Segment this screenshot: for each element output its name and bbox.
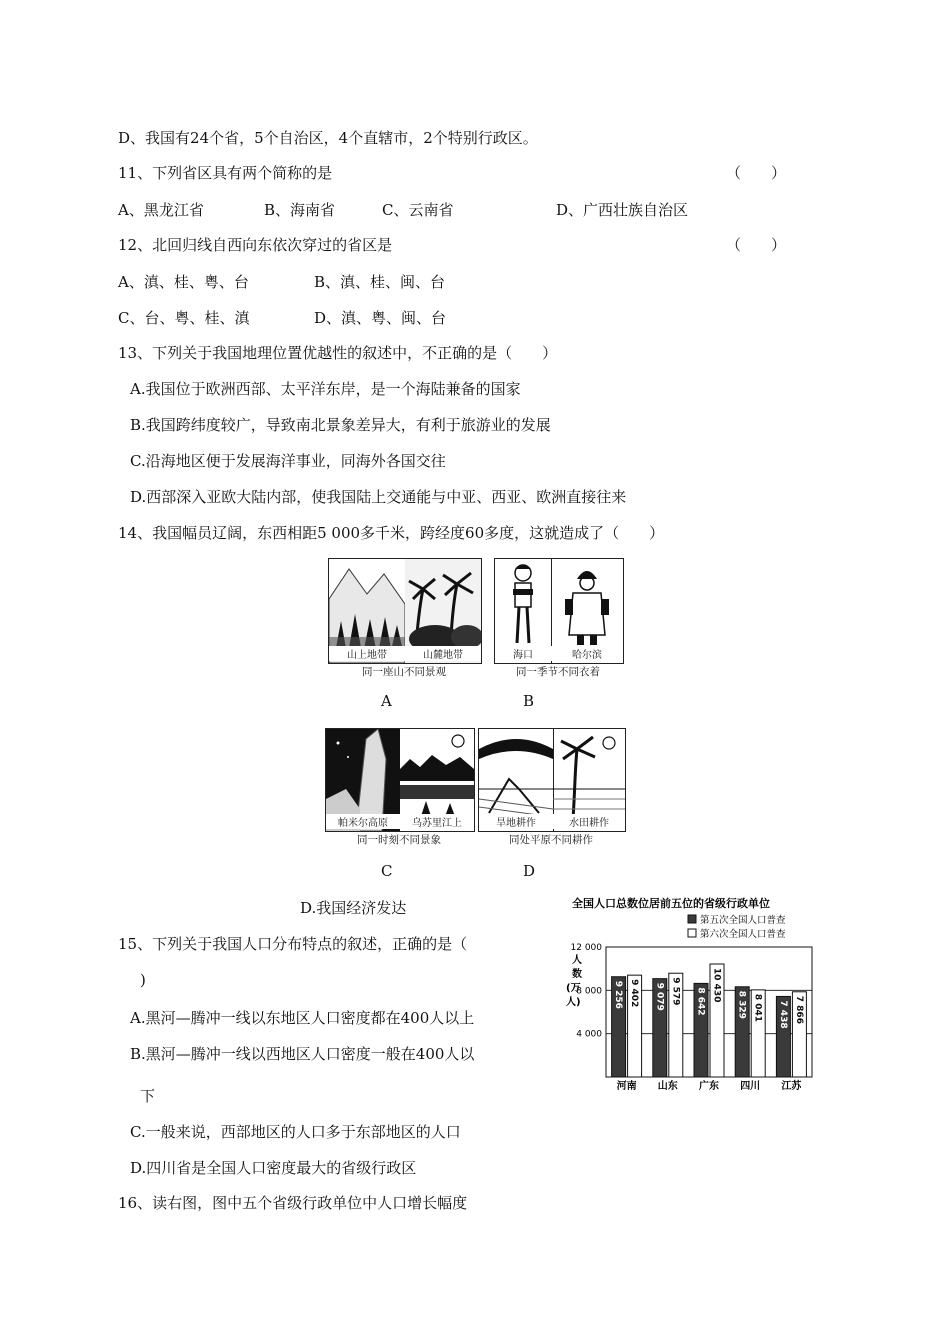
figure-b-label-2: 哈尔滨 [551, 646, 623, 661]
figure-d-caption: 同处平原不同耕作 [509, 834, 593, 846]
figure-a-label-1: 山上地带 [329, 646, 405, 661]
y-axis-label-text: 人数(万人) [566, 955, 582, 1008]
data-label: 9 402 [629, 979, 640, 1008]
figure-b-panel-1 [495, 559, 552, 663]
q14-option-d: D.我国经济发达 [300, 899, 407, 917]
figure-c-label-2: 乌苏里江上 [400, 814, 474, 829]
figure-c-caption: 同一时刻不同景象 [357, 834, 441, 846]
q15-stem: 15、下列关于我国人口分布特点的叙述，正确的是（ [118, 935, 468, 953]
figure-b-letter: B [523, 692, 535, 710]
figure-a-label-2: 山麓地带 [405, 646, 481, 661]
y-tick-label: 8 000 [576, 986, 602, 997]
q12-answer-paren: （ ） [726, 236, 787, 254]
data-label: 8 041 [752, 993, 763, 1023]
figure-c-panel-2 [400, 729, 474, 831]
figure-c-label-1: 帕米尔高原 [326, 814, 400, 829]
q12-option-b: B、滇、桂、闽、台 [314, 273, 446, 291]
q11-option-a: A、黑龙江省 [118, 201, 204, 219]
q13-option-c: C.沿海地区便于发展海洋事业，同海外各国交往 [130, 452, 446, 470]
data-label: 7 438 [777, 1000, 788, 1029]
x-tick-label: 广东 [699, 1081, 719, 1092]
figure-b-label-1: 海口 [495, 646, 551, 661]
data-label: 9 579 [670, 977, 681, 1006]
figure-d-panel-1 [479, 729, 554, 831]
q12-option-d: D、滇、粤、闽、台 [314, 309, 447, 327]
figure-b-caption: 同一季节不同衣着 [516, 666, 600, 678]
x-tick-label: 河南 [616, 1081, 637, 1092]
figure-b-clothing [494, 558, 624, 664]
legend-label-1: 第五次全国人口普查 [700, 915, 786, 926]
data-label: 8 642 [695, 987, 706, 1016]
data-label: 10 430 [711, 968, 722, 1003]
figure-c-letter: C [381, 862, 393, 880]
figure-a-mountain [328, 558, 482, 664]
figure-d-label-2: 水田耕作 [553, 814, 625, 829]
q12-option-c: C、台、粤、桂、滇 [118, 309, 250, 327]
q13-stem: 13、下列关于我国地理位置优越性的叙述中，不正确的是（ ） [118, 344, 558, 362]
q13-option-b: B.我国跨纬度较广，导致南北景象差异大，有利于旅游业的发展 [130, 416, 551, 434]
figure-c-panel-1 [326, 729, 401, 831]
chart-bars [612, 964, 807, 1092]
data-label: 8 329 [736, 990, 747, 1019]
q11-option-b: B、海南省 [264, 201, 336, 219]
q15-option-a: A.黑河—腾冲一线以东地区人口密度都在400人以上 [130, 1009, 475, 1027]
x-tick-label: 山东 [657, 1081, 678, 1092]
q15-option-d: D.四川省是全国人口密度最大的省级行政区 [130, 1159, 417, 1177]
data-label: 9 256 [613, 980, 624, 1009]
chart-axes [571, 943, 813, 1077]
population-bar-chart [560, 893, 822, 1097]
data-label: 9 079 [654, 982, 665, 1011]
q11-answer-paren: （ ） [726, 164, 787, 182]
q14-stem: 14、我国幅员辽阔，东西相距5 000多千米，跨经度60多度，这就造成了（ ） [118, 524, 665, 542]
q16-stem: 16、读右图，图中五个省级行政单位中人口增长幅度 [118, 1194, 468, 1212]
figure-a-letter: A [381, 692, 392, 710]
legend-label-2: 第六次全国人口普查 [700, 929, 786, 940]
q10-option-d: D、我国有24个省，5个自治区，4个直辖市，2个特别行政区。 [118, 129, 538, 147]
q13-option-a: A.我国位于欧洲西部、太平洋东岸，是一个海陆兼备的国家 [130, 380, 521, 398]
figure-d-letter: D [523, 862, 536, 880]
q12-option-a: A、滇、桂、粤、台 [118, 273, 249, 291]
q15-option-c: C.一般来说，西部地区的人口多于东部地区的人口 [130, 1123, 461, 1141]
q15-option-b-cont: 下 [140, 1087, 156, 1105]
figure-a-panel-1 [329, 559, 406, 663]
q12-stem: 12、北回归线自西向东依次穿过的省区是 [118, 236, 393, 254]
figure-b-panel-2 [551, 559, 623, 663]
data-label: 7 866 [793, 995, 804, 1024]
x-tick-label: 江苏 [781, 1081, 802, 1092]
legend-swatch-2 [688, 929, 696, 937]
figure-d-farming [478, 728, 626, 832]
q11-stem: 11、下列省区具有两个简称的是 [118, 164, 333, 182]
chart-title: 全国人口总数位居前五位的省级行政单位 [572, 897, 770, 910]
figure-c-time [325, 728, 475, 832]
q15-option-b: B.黑河—腾冲一线以西地区人口密度一般在400人以 [130, 1045, 475, 1063]
x-tick-label: 四川 [740, 1081, 761, 1092]
figure-d-label-1: 旱地耕作 [479, 814, 553, 829]
q15-stem-cont: ) [140, 971, 146, 989]
population-chart [560, 893, 822, 1097]
legend-swatch-1 [688, 915, 696, 923]
figure-d-panel-2 [553, 729, 625, 831]
y-tick-label: 4 000 [576, 1029, 602, 1040]
figure-a-panel-2 [405, 559, 481, 663]
y-tick-label: 12 000 [570, 943, 602, 953]
q11-option-c: C、云南省 [382, 201, 454, 219]
figure-a-caption: 同一座山不同景观 [362, 666, 446, 678]
q11-option-d: D、广西壮族自治区 [556, 201, 689, 219]
q13-option-d: D.西部深入亚欧大陆内部，使我国陆上交通能与中亚、西亚、欧洲直接往来 [130, 488, 627, 506]
y-axis-label [566, 953, 582, 1008]
